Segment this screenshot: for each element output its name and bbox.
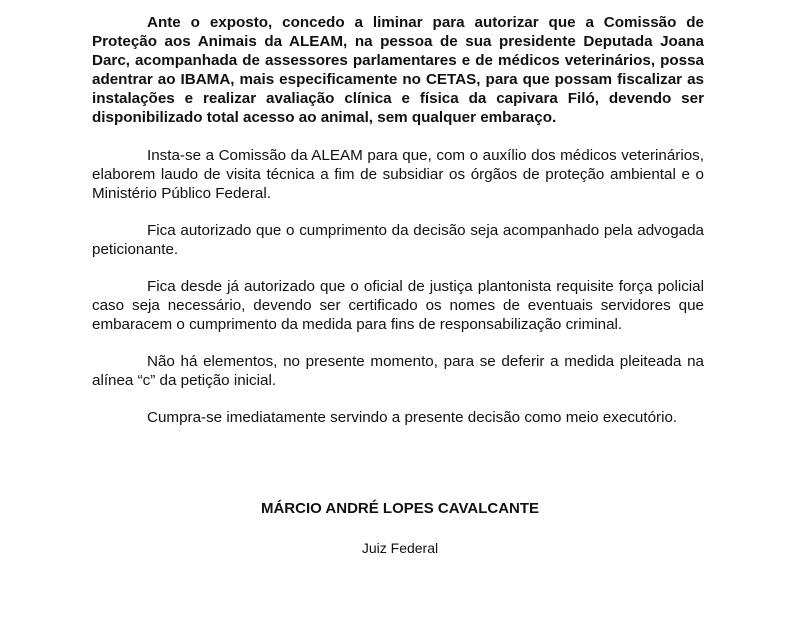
paragraph-no-elements: Não há elementos, no presente momento, para se deferir a medida pleiteada na alínea “c” da petição inicial. <box>92 353 704 389</box>
signature-name: MÁRCIO ANDRÉ LOPES CAVALCANTE <box>260 500 540 517</box>
paragraph-execution: Cumpra-se imediatamente servindo a presente decisão como meio executório. <box>147 409 678 426</box>
signature-title: Juiz Federal <box>361 540 439 556</box>
paragraph-attorney: Fica autorizado que o cumprimento da decisão seja acompanhado pela advogada peticionante. <box>92 222 704 258</box>
decision-body <box>92 13 704 445</box>
paragraph-decision: Ante o exposto, concedo a liminar para autorizar que a Comissão de Proteção aos Animais da ALEAM, na pessoa de sua presidente Deputada Joana Darc, acompanhada de assessores parlamentares e de médicos veterinários, possa adentrar ao IBAMA, mais especificamente no CETAS, para que possam fiscalizar as instalações e realizar avaliação clínica e física da capivara Filó, devendo ser disponibilizado total acesso ao animal, sem qualquer embaraço. <box>92 14 704 126</box>
paragraph-commission-report: Insta-se a Comissão da ALEAM para que, com o auxílio dos médicos veterinários, elaborem laudo de visita técnica a fim de subsidiar os órgãos de proteção ambiental e o Ministério Público Federal. <box>92 147 704 202</box>
paragraph-police-force: Fica desde já autorizado que o oficial de justiça plantonista requisite força policial caso seja necessário, devendo ser certificado os nomes de eventuais servidores que embaracem o cumprimento da medida para fins de responsabilização criminal. <box>92 278 704 333</box>
